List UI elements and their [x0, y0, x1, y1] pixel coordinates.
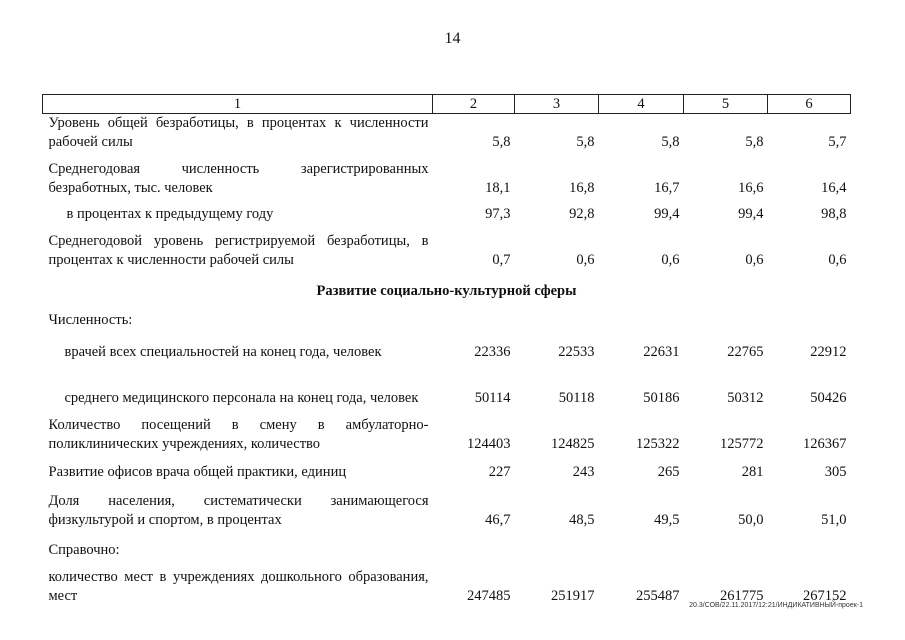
- heading-row: [43, 300, 851, 330]
- cell-value: 51,0: [821, 512, 847, 528]
- row-label: среднего медицинского персонала на конец года, человек: [64, 390, 419, 406]
- cell-value: 261775: [720, 588, 764, 604]
- table-row: [43, 560, 851, 606]
- cell-value: 125322: [636, 436, 680, 452]
- cell-value: 5,8: [745, 134, 764, 150]
- table-body: [43, 114, 851, 607]
- cell-value: 5,8: [492, 134, 511, 150]
- table-header: [43, 95, 851, 114]
- header-row: [43, 95, 851, 114]
- header-cell-3: 3: [515, 95, 599, 114]
- cell-value: 124403: [467, 436, 511, 452]
- cell-value: 125772: [720, 436, 764, 452]
- document-footer-stamp: 20.3/СОВ/22.11.2017/12:21/ИНДИКАТИВНЫЙ-проек-1: [689, 602, 863, 609]
- cell-value: 0,6: [661, 252, 680, 268]
- row-label: Развитие офисов врача общей практики, единиц: [48, 464, 347, 480]
- cell-value: 5,8: [661, 134, 680, 150]
- group-heading: Численность:: [48, 312, 133, 328]
- header-cell-4: 4: [599, 95, 684, 114]
- cell-value: 265: [657, 464, 680, 480]
- cell-value: 92,8: [569, 206, 595, 222]
- cell-value: 16,6: [738, 180, 764, 196]
- cell-value: 16,7: [654, 180, 680, 196]
- cell-value: 99,4: [738, 206, 764, 222]
- cell-value: 16,4: [821, 180, 847, 196]
- section-title: Развитие социально-культурной сферы: [316, 283, 577, 299]
- cell-value: 46,7: [485, 512, 511, 528]
- page-number: 14: [444, 30, 461, 47]
- cell-value: 50426: [810, 390, 847, 406]
- cell-value: 22336: [474, 344, 511, 360]
- heading-row: [43, 530, 851, 560]
- cell-value: 48,5: [569, 512, 595, 528]
- cell-value: 5,8: [576, 134, 595, 150]
- cell-value: 22912: [810, 344, 847, 360]
- cell-value: 124825: [551, 436, 595, 452]
- section-row: [43, 270, 851, 300]
- row-label: Количество посещений в смену в амбулаторно-поликлинических учреждениях, количество: [48, 417, 429, 452]
- table-row: [43, 114, 851, 153]
- group-heading: Справочно:: [48, 542, 120, 558]
- cell-value: 227: [488, 464, 511, 480]
- cell-value: 16,8: [569, 180, 595, 196]
- cell-value: 0,6: [576, 252, 595, 268]
- cell-value: 126367: [803, 436, 847, 452]
- header-cell-6: 6: [768, 95, 851, 114]
- cell-value: 50186: [643, 390, 680, 406]
- table-row: [43, 362, 851, 408]
- cell-value: 99,4: [654, 206, 680, 222]
- cell-value: 0,6: [828, 252, 847, 268]
- row-label: Уровень общей безработицы, в процентах к численности рабочей силы: [48, 115, 429, 150]
- table-row: [43, 152, 851, 198]
- cell-value: 251917: [551, 588, 595, 604]
- cell-value: 243: [572, 464, 595, 480]
- table-row: [43, 198, 851, 224]
- cell-value: 22533: [558, 344, 595, 360]
- cell-value: 305: [824, 464, 847, 480]
- cell-value: 50312: [727, 390, 764, 406]
- table-row: [43, 482, 851, 530]
- cell-value: 0,7: [492, 252, 511, 268]
- row-label: врачей всех специальностей на конец года, человек: [64, 344, 382, 360]
- cell-value: 50114: [474, 390, 511, 406]
- cell-value: 281: [741, 464, 764, 480]
- row-label: Среднегодовая численность зарегистрированных безработных, тыс. человек: [48, 161, 429, 196]
- cell-value: 98,8: [821, 206, 847, 222]
- table-row: [43, 224, 851, 270]
- indicators-table: [42, 94, 851, 606]
- cell-value: 5,7: [828, 134, 847, 150]
- cell-value: 267152: [803, 588, 847, 604]
- table-row: [43, 454, 851, 482]
- row-label: в процентах к предыдущему году: [66, 206, 274, 222]
- cell-value: 22631: [643, 344, 680, 360]
- table-row: [43, 408, 851, 454]
- header-cell-5: 5: [684, 95, 768, 114]
- cell-value: 247485: [467, 588, 511, 604]
- cell-value: 0,6: [745, 252, 764, 268]
- header-cell-2: 2: [433, 95, 515, 114]
- cell-value: 18,1: [485, 180, 511, 196]
- cell-value: 97,3: [485, 206, 511, 222]
- cell-value: 50,0: [738, 512, 764, 528]
- header-cell-1: 1: [43, 95, 433, 114]
- cell-value: 255487: [636, 588, 680, 604]
- row-label: Среднегодовой уровень регистрируемой безработицы, в процентах к численности рабочей силы: [48, 233, 429, 268]
- cell-value: 50118: [558, 390, 595, 406]
- table-row: [43, 330, 851, 362]
- row-label: Доля населения, систематически занимающегося физкультурой и спортом, в процентах: [48, 493, 429, 528]
- cell-value: 22765: [727, 344, 764, 360]
- cell-value: 49,5: [654, 512, 680, 528]
- row-label: количество мест в учреждениях дошкольного образования, мест: [48, 569, 429, 604]
